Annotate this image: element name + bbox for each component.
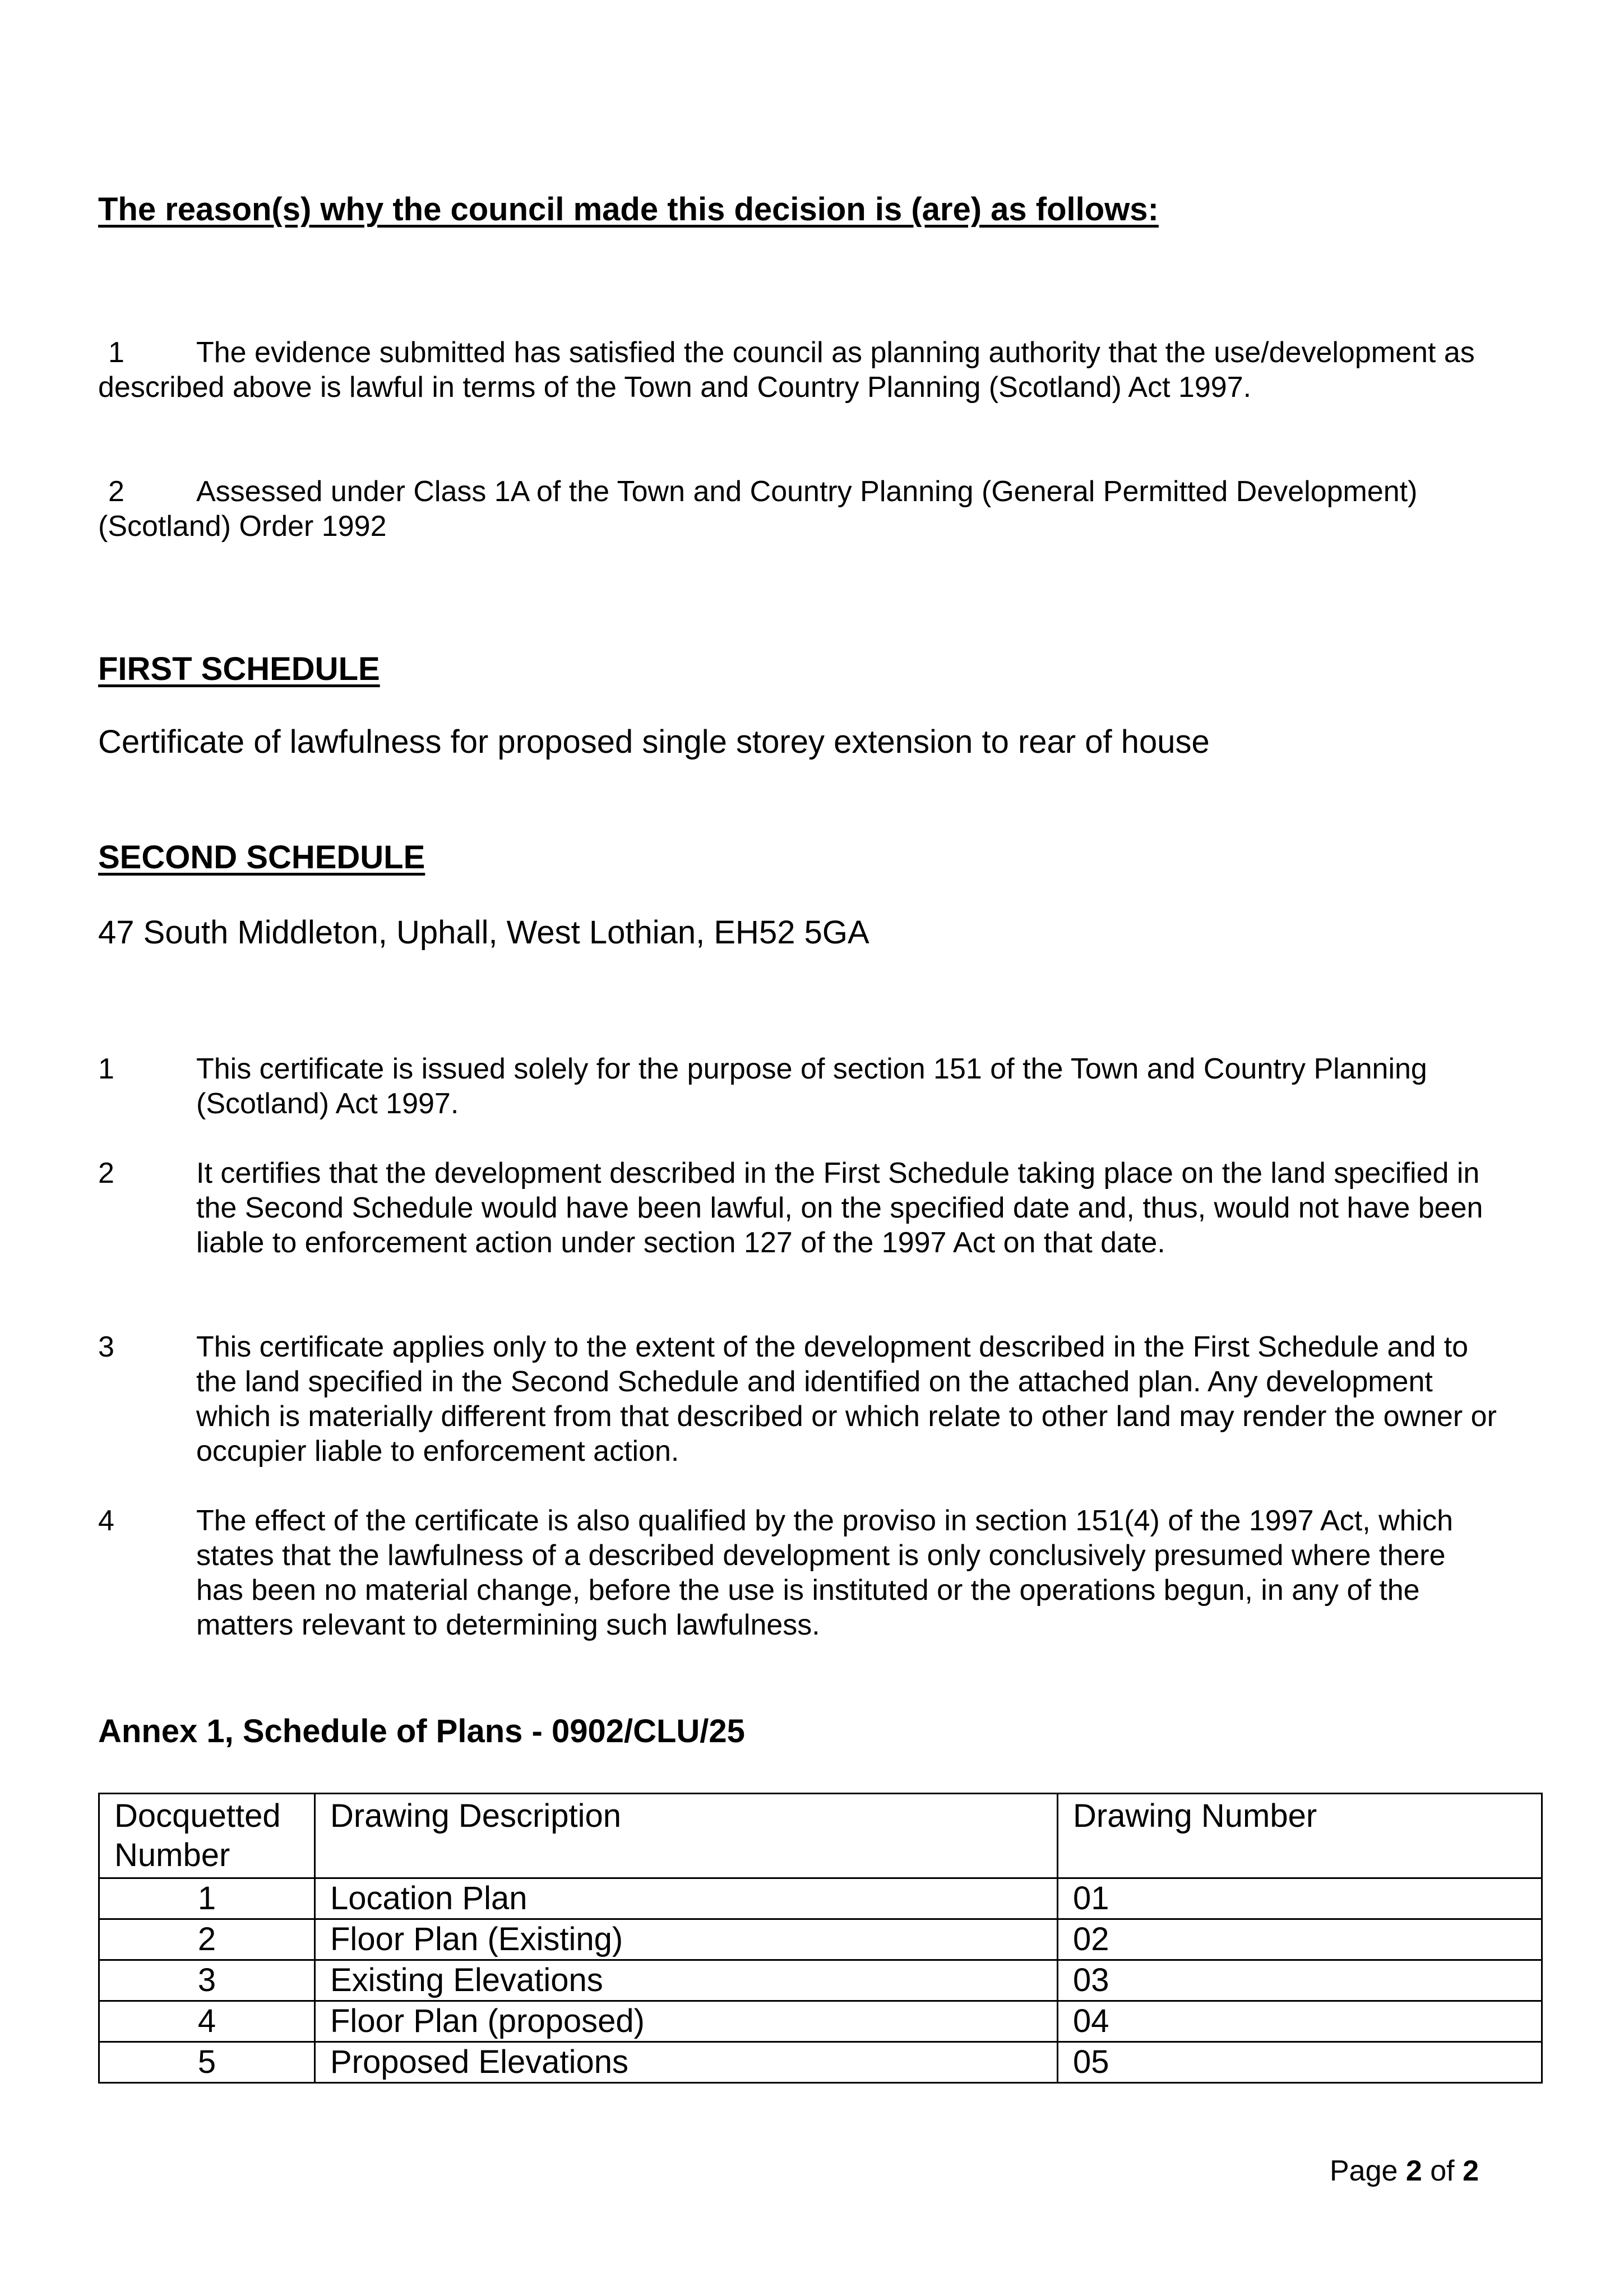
table-row [99, 2042, 1542, 2083]
table-row [99, 2001, 1542, 2042]
page-current: 2 [1405, 2155, 1422, 2187]
table-row [99, 1878, 1542, 1919]
drawing-description-cell: Floor Plan (Existing) [315, 1919, 1058, 1960]
annex-title: Annex 1, Schedule of Plans - 0902/CLU/25 [98, 1713, 745, 1749]
certificate-note [98, 1330, 1500, 1469]
docquetted-number-cell: 1 [99, 1878, 315, 1919]
note-number: 4 [98, 1505, 114, 1537]
drawing-number-cell: 05 [1058, 2042, 1542, 2083]
docquetted-number-cell: 2 [99, 1919, 315, 1960]
reason-number: 1 [108, 336, 124, 369]
drawing-description-cell: Location Plan [315, 1878, 1058, 1919]
note-number: 2 [98, 1157, 114, 1189]
page-prefix: Page [1330, 2155, 1406, 2187]
drawing-number-cell: 02 [1058, 1919, 1542, 1960]
drawing-number-cell: 03 [1058, 1960, 1542, 2001]
reason-number: 2 [108, 475, 124, 508]
docquetted-number-cell: 5 [99, 2042, 315, 2083]
table-row [99, 1919, 1542, 1960]
table-row [99, 1960, 1542, 2001]
reason-item [98, 474, 1488, 544]
certificate-note [98, 1156, 1500, 1260]
note-number: 3 [98, 1331, 114, 1363]
note-text: The effect of the certificate is also qualified by the proviso in section 151(4) of the 1997 Act, which states that the lawfulness of a described development is only conclusively presumed where there has been no material change, before the use is instituted or the operations begun, in any of the matters relevant to determining such lawfulness. [196, 1505, 1454, 1641]
second-schedule-heading: SECOND SCHEDULE [98, 839, 425, 876]
note-text: This certificate applies only to the extent of the development described in the First Schedule and to the land specified in the Second Schedule and identified on the attached plan. Any development which is materially different from that described or which relate to other land may render the owner or occupier liable to enforcement action. [196, 1331, 1497, 1468]
first-schedule-heading: FIRST SCHEDULE [98, 651, 380, 687]
schedule-of-plans-table [98, 1793, 1543, 2084]
second-schedule-address: 47 South Middleton, Uphall, West Lothian, EH52 5GA [98, 914, 869, 951]
drawing-number-cell: 01 [1058, 1878, 1542, 1919]
reason-text: Assessed under Class 1A of the Town and Country Planning (General Permitted Development)(Scotland) Order 1992 [98, 475, 1418, 543]
certificate-note [98, 1052, 1500, 1121]
column-header-drawing-description: Drawing Description [315, 1794, 1058, 1878]
page-total: 2 [1463, 2155, 1479, 2187]
reason-item [98, 335, 1488, 405]
column-header-drawing-number: Drawing Number [1058, 1794, 1542, 1878]
note-text: This certificate is issued solely for the purpose of section 151 of the Town and Country Planning (Scotland) Act 1997. [196, 1053, 1427, 1120]
reasons-heading: The reason(s) why the council made this decision is (are) as follows: [98, 191, 1159, 228]
page-of: of [1422, 2155, 1463, 2187]
drawing-description-cell: Proposed Elevations [315, 2042, 1058, 2083]
column-header-docquetted-number: Docquetted Number [99, 1794, 315, 1878]
first-schedule-text: Certificate of lawfulness for proposed single storey extension to rear of house [98, 724, 1210, 760]
reason-text: The evidence submitted has satisfied the council as planning authority that the use/development as described above is lawful in terms of the Town and Country Planning (Scotland) Act 1997. [98, 336, 1475, 404]
drawing-description-cell: Floor Plan (proposed) [315, 2001, 1058, 2042]
docquetted-number-cell: 4 [99, 2001, 315, 2042]
drawing-description-cell: Existing Elevations [315, 1960, 1058, 2001]
certificate-note [98, 1503, 1500, 1642]
table-header-row [99, 1794, 1542, 1878]
page-number [1330, 2154, 1479, 2188]
docquetted-number-cell: 3 [99, 1960, 315, 2001]
drawing-number-cell: 04 [1058, 2001, 1542, 2042]
note-number: 1 [98, 1053, 114, 1085]
note-text: It certifies that the development described in the First Schedule taking place on the land specified in the Second Schedule would have been lawful, on the specified date and, thus, would not have been liable to enforcement action under section 127 of the 1997 Act on that date. [196, 1157, 1483, 1259]
